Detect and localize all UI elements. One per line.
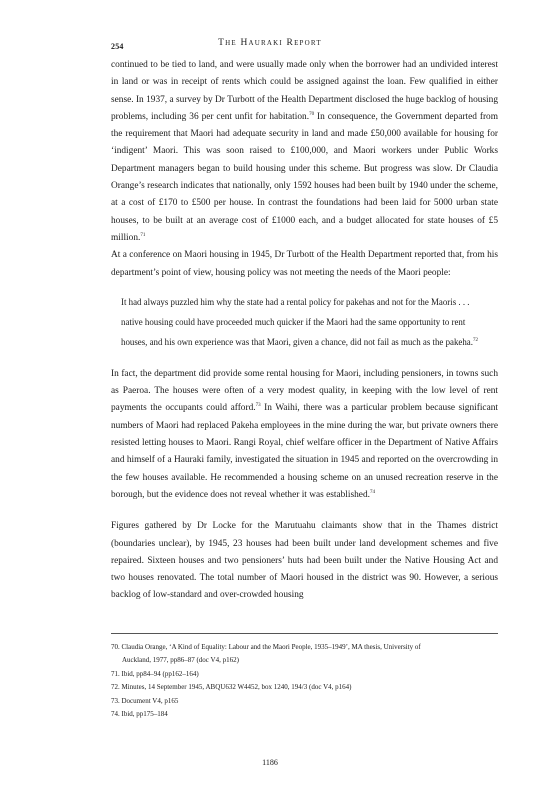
body-text	[111, 57, 498, 605]
paragraph-1: continued to be tied to land, and were usually made only when the borrower had an undivided interest in land or was in receipt of rents which could be assigned against the loan. Few qualified in either sense. In 1937, a survey by Dr Turbott of the Health Department disclosed the huge backlog of housing problems, including 36 per cent unfit for habitation.$^{70}$ In consequence, the Government departed from the requirement that Maori had adequate security in land and made £50,000 available for housing for ‘indigent’ Maori. This was soon raised to £100,000, and Maori workers under Public Works Department managers began to build housing under this scheme. But progress was slow. Dr Claudia Orange’s research indicates that nationally, only 1592 houses had been built by 1940 under the scheme, at a cost of £170 to £500 per house. In contrast the foundations had been laid for 5000 urban state houses, to be built at an average cost of £1000 each, and a budget allocated for state houses of £5 million.$^{71}$	[111, 60, 498, 243]
footnote-74: 74. Ibid, pp175–184	[111, 710, 168, 719]
footnote-ref-73: 73	[255, 403, 261, 409]
paragraph-4: Figures gathered by Dr Locke for the Marutuahu claimants show that in the Thames district (boundaries unclear), by 1945, 23 houses had been built under land development schemes and five repaired. Sixteen houses and two pensioners’ huts had been built under the Native Housing Act and two houses renovated. The total number of Maori housed in the district was 90. However, a serious backlog of low-standard and over-crowded housing	[111, 521, 498, 601]
footnotes	[111, 641, 498, 721]
page-number-top: 254	[111, 42, 124, 51]
footnote-divider	[111, 633, 498, 634]
footnote-70-continued: Auckland, 1977, pp86–87 (doc V4, p162)	[122, 656, 239, 665]
footnote-71: 71. Ibid, pp84–94 (pp162–164)	[111, 669, 199, 678]
footnote-72: 72. Minutes, 14 September 1945, ABQU632 W4452, box 1240, 194/3 (doc V4, p164)	[111, 683, 352, 692]
page-number-bottom: 1186	[262, 758, 278, 767]
footnote-ref-70: 70	[309, 111, 315, 117]
paragraph-2: At a conference on Maori housing in 1945, Dr Turbott of the Health Department reported that, from his department’s point of view, housing policy was not meeting the needs of the Maori people:	[111, 250, 498, 278]
block-quote: It had always puzzled him why the state had a rental policy for pakehas and not for the Maoris . . . native housing could have proceeded much quicker if the Maori had the same opportunity to rent houses, and his own experience was that Maori, given a chance, did not fail as much as the pakeha.$^{72}$	[121, 296, 478, 347]
footnote-73: 73. Document V4, p165	[111, 696, 179, 705]
footnote-ref-71: 71	[140, 232, 146, 238]
running-title: The Hauraki Report	[218, 38, 322, 48]
paragraph-3: In fact, the department did provide some rental housing for Maori, including pensioners, in towns such as Paeroa. The houses were often of a very modest quality, in keeping with the low level of rent payments the occupants could afford.$^{73}$ In Waihi, there was a particular problem because significant numbers of Maori had replaced Pakeha employees in the mine during the war, but private owners there resisted letting houses to Maori. Rangi Royal, chief welfare officer in the Department of Native Affairs and himself of a Hauraki family, investigated the situation in 1945 and reported on the overcrowding in the few houses available. He recommended a housing scheme on an unused recreation reserve in the borough, but the evidence does not reveal whether it was established.$^{74}$	[111, 368, 498, 500]
footnote-70: 70. Claudia Orange, ‘A Kind of Equality: Labour and the Maori People, 1935–1949’, MA thesis, University of	[111, 643, 421, 651]
footnote-ref-72: 72	[472, 337, 478, 343]
footnote-ref-74: 74	[369, 489, 375, 495]
